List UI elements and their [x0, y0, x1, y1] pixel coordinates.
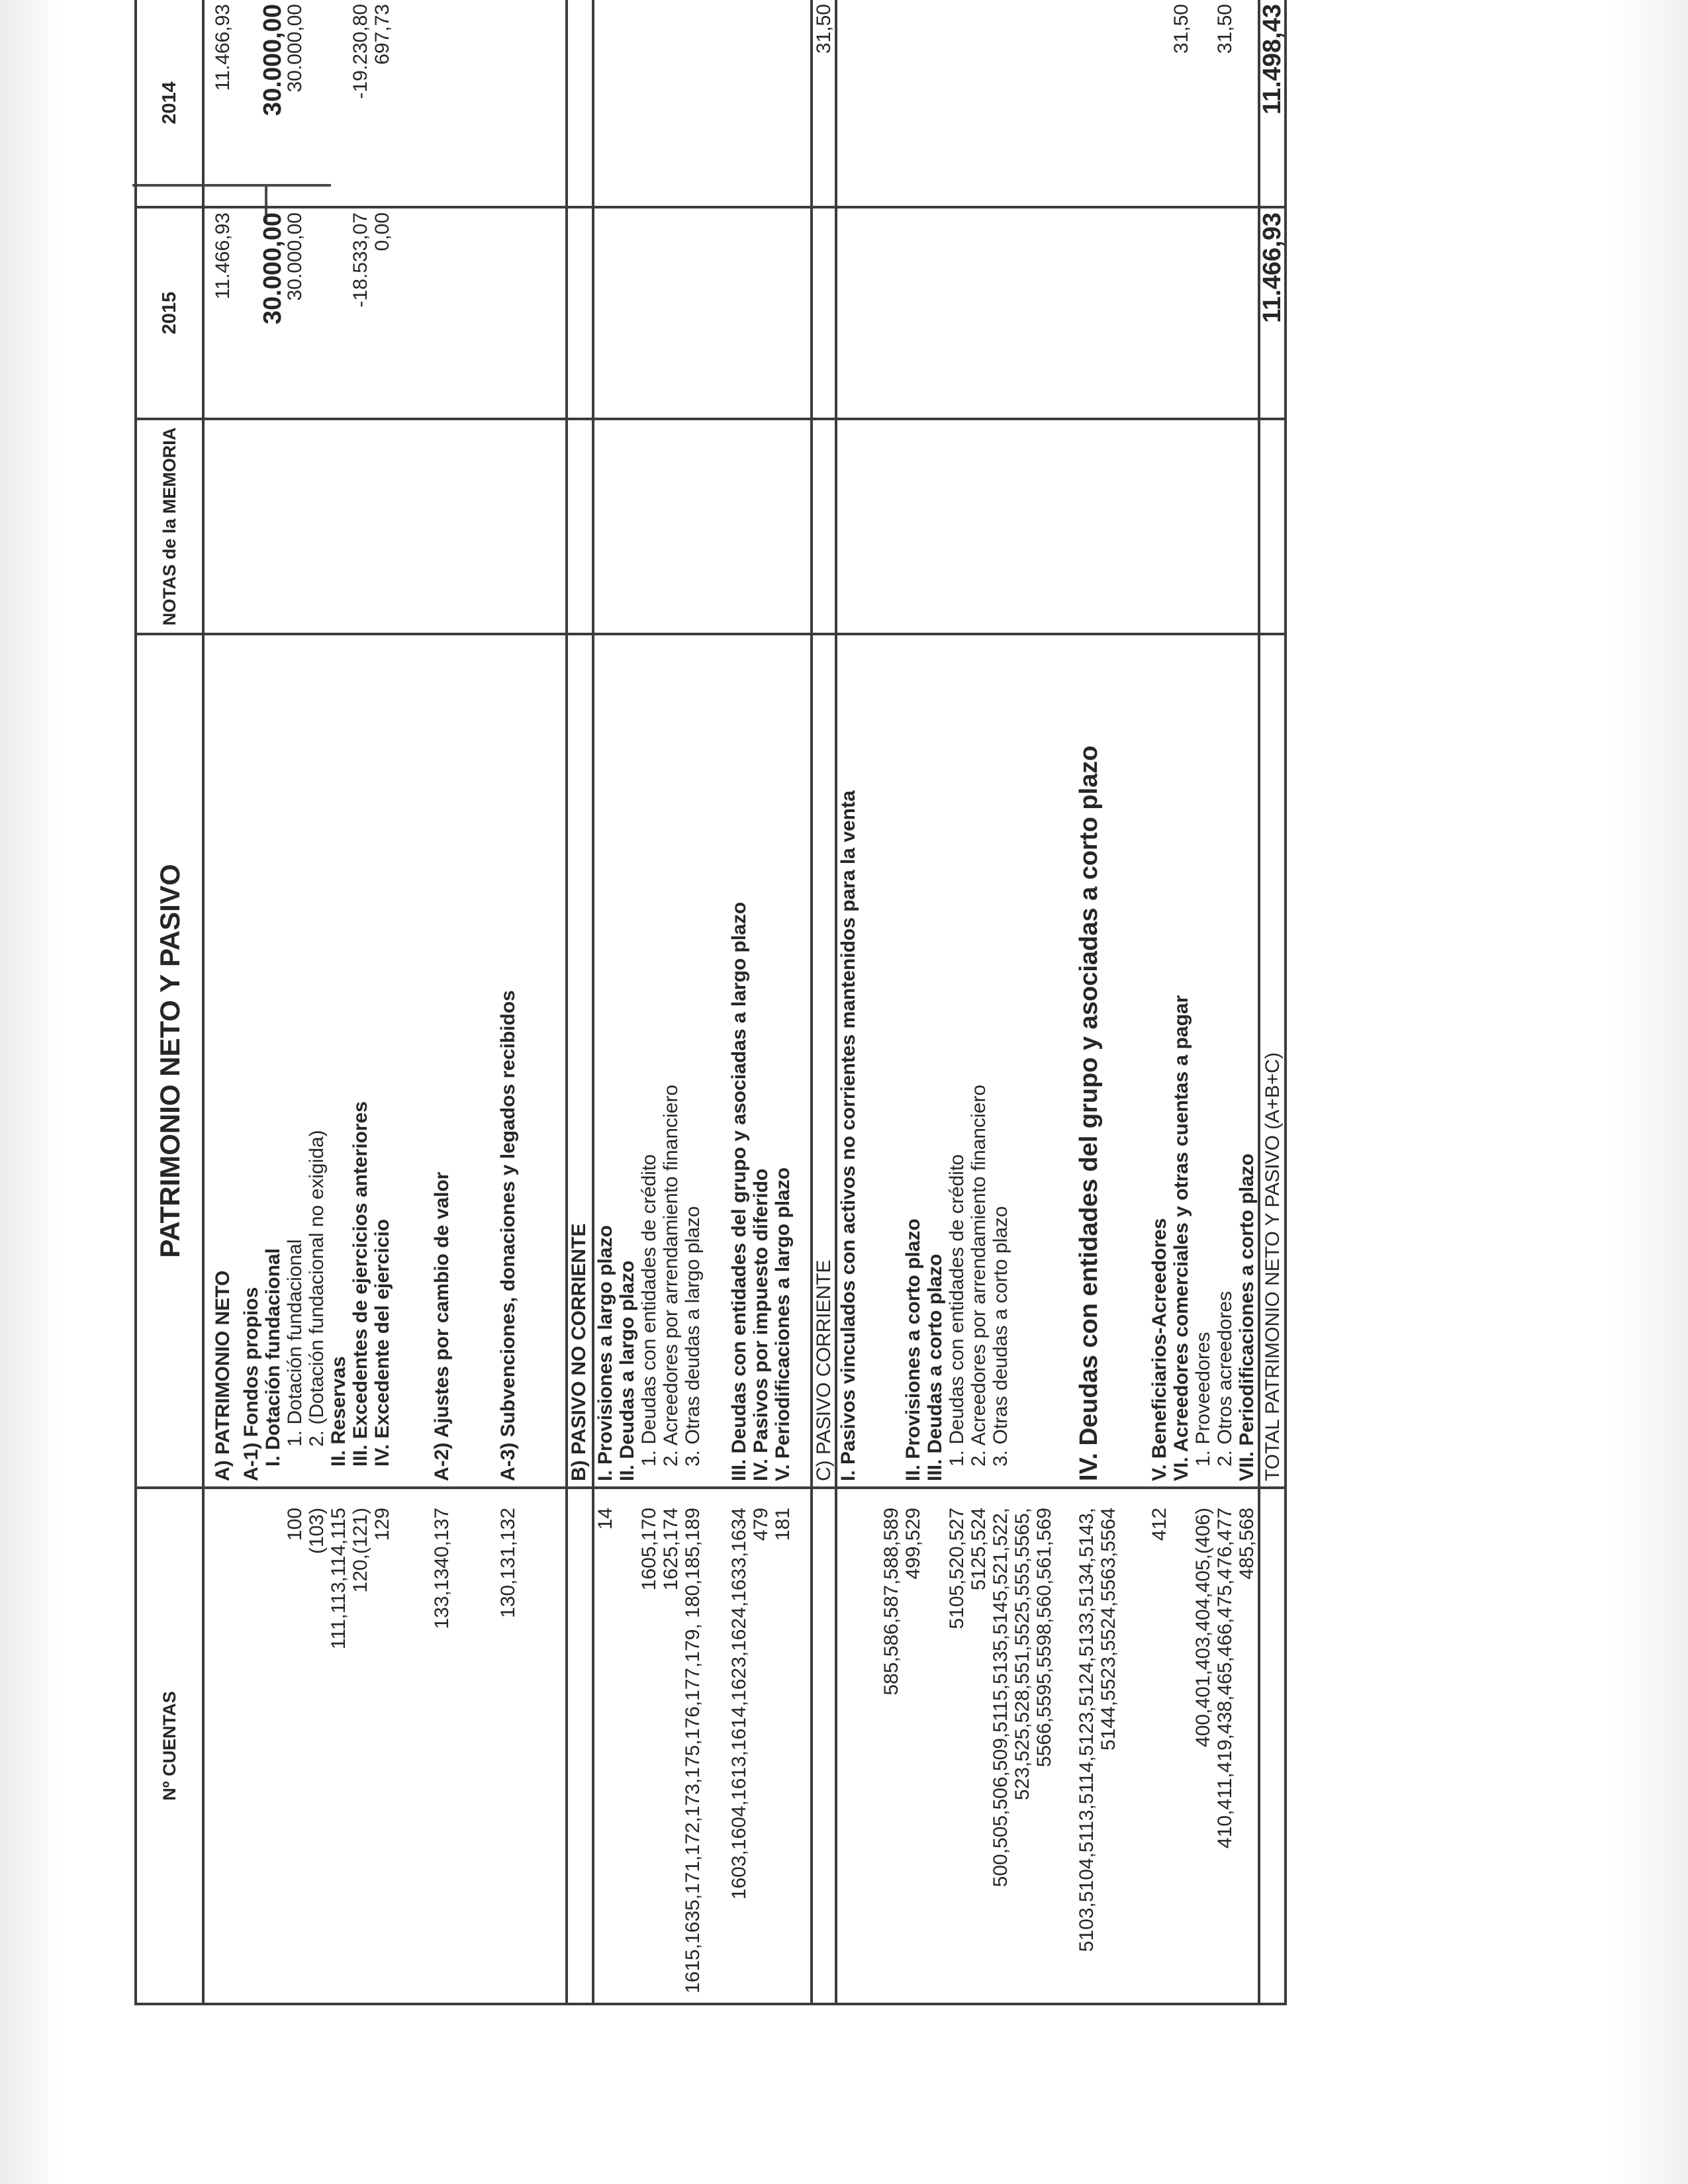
value-2014: [836, 0, 902, 207]
notes-cell: [350, 419, 371, 634]
notes-cell: [284, 419, 306, 634]
value-2015: [567, 207, 593, 419]
value-2015: [836, 207, 902, 419]
value-2015: [1149, 207, 1170, 419]
row-label: III. Excedentes de ejercicios anteriores: [350, 634, 371, 1488]
notes-cell: [1259, 419, 1286, 634]
notes-cell: [1076, 419, 1149, 634]
value-2015: [328, 207, 350, 419]
row-label: I. Provisiones a largo plazo: [593, 634, 616, 1488]
table-row: [350, 0, 371, 2004]
notes-cell: [990, 419, 1076, 634]
table-row: [772, 0, 812, 2004]
notes-cell: [968, 419, 990, 634]
accounts-cell: [240, 1488, 262, 2004]
notes-cell: [616, 419, 638, 634]
value-2015: [728, 207, 750, 419]
value-2015: [431, 207, 497, 419]
value-2015: [750, 207, 772, 419]
value-2015: [1214, 207, 1236, 419]
table-row: [593, 0, 616, 2004]
row-label: 1. Deudas con entidades de crédito: [638, 634, 660, 1488]
header-notes: NOTAS de la MEMORIA: [136, 419, 203, 634]
table-row: [497, 0, 567, 2004]
value-2015: [946, 207, 968, 419]
notes-cell: [946, 419, 968, 634]
notes-cell: [728, 419, 750, 634]
table-row: [567, 0, 593, 2004]
value-2015: [772, 207, 812, 419]
notes-cell: [1236, 419, 1259, 634]
notes-cell: [750, 419, 772, 634]
row-label: V. Periodificaciones a largo plazo: [772, 634, 812, 1488]
header-accounts: Nº CUENTAS: [136, 1488, 203, 2004]
header-concept: PATRIMONIO NETO Y PASIVO: [136, 634, 203, 1488]
accounts-cell: [567, 1488, 593, 2004]
row-label: V. Beneficiarios-Acreedores: [1149, 634, 1170, 1488]
table-row: [306, 0, 328, 2004]
value-2015: [616, 207, 638, 419]
row-label: A-2) Ajustes por cambio de valor: [431, 634, 497, 1488]
balance-sheet-table: [134, 0, 1611, 2005]
value-2014: [924, 0, 946, 207]
section-c-title: C) PASIVO CORRIENTE: [812, 634, 836, 1488]
notes-cell: [262, 419, 284, 634]
notes-cell: [772, 419, 812, 634]
value-2015: 30.000,00: [262, 207, 284, 419]
table-row: [682, 0, 728, 2004]
accounts-cell: [1170, 1488, 1192, 2004]
table-row: [1149, 0, 1170, 2004]
accounts-cell: 129: [371, 1488, 431, 2004]
balance-sheet-table-page: [134, 0, 1611, 2005]
accounts-cell: 133,1340,137: [431, 1488, 497, 2004]
value-2014: [1076, 0, 1149, 207]
table-row: [638, 0, 660, 2004]
value-2014: [306, 0, 328, 207]
accounts-cell: 130,131,132: [497, 1488, 567, 2004]
row-label: I. Dotación fundacional: [262, 634, 284, 1488]
value-2015: [968, 207, 990, 419]
value-2014: 31,50: [1214, 0, 1236, 207]
row-label: 2. Acreedores por arrendamiento financiero: [660, 634, 682, 1488]
accounts-cell: [812, 1488, 836, 2004]
table-row: [924, 0, 946, 2004]
total-label: TOTAL PATRIMONIO NETO Y PASIVO (A+B+C): [1259, 634, 1286, 1488]
scan-left-edge: [0, 0, 60, 2184]
table-row: [902, 0, 924, 2004]
row-label: I. Pasivos vinculados con activos no corrientes mantenidos para la venta: [836, 634, 902, 1488]
notes-cell: [638, 419, 660, 634]
notes-cell: [593, 419, 616, 634]
value-2014: [1236, 0, 1259, 207]
notes-cell: [1192, 419, 1214, 634]
notes-cell: [682, 419, 728, 634]
value-2014: [902, 0, 924, 207]
row-label: 1. Deudas con entidades de crédito: [946, 634, 968, 1488]
table-filler-row: [1286, 0, 1611, 2004]
value-2014: [946, 0, 968, 207]
notes-cell: [567, 419, 593, 634]
value-2014: [968, 0, 990, 207]
accounts-cell: [262, 1488, 284, 2004]
accounts-cell: [924, 1488, 946, 2004]
accounts-cell: 585,586,587,588,589: [836, 1488, 902, 2004]
value-2014: 31,50: [812, 0, 836, 207]
value-2014: 30.000,00: [262, 0, 284, 207]
accounts-cell: 1605,170: [638, 1488, 660, 2004]
table-row: [946, 0, 968, 2004]
accounts-cell: 1625,174: [660, 1488, 682, 2004]
row-label: IV. Deudas con entidades del grupo y asociadas a corto plazo: [1076, 634, 1149, 1488]
table-row: [750, 0, 772, 2004]
accounts-cell: 1603,1604,1613,1614,1623,1624,1633,1634: [728, 1488, 750, 2004]
notes-cell: [902, 419, 924, 634]
value-2014: [431, 0, 497, 207]
total-2015: 11.466,93: [1259, 207, 1286, 419]
notes-cell: [497, 419, 567, 634]
accounts-cell: 412: [1149, 1488, 1170, 2004]
value-2014: 697,73: [371, 0, 431, 207]
row-label: II. Provisiones a corto plazo: [902, 634, 924, 1488]
value-2014: [772, 0, 812, 207]
row-label: III. Deudas a corto plazo: [924, 634, 946, 1488]
notes-cell: [1149, 419, 1170, 634]
table-row: [812, 0, 836, 2004]
value-2014: [638, 0, 660, 207]
row-label: A-3) Subvenciones, donaciones y legados recibidos: [497, 634, 567, 1488]
table-row: [968, 0, 990, 2004]
accounts-cell: [203, 1488, 240, 2004]
row-label: 3. Otras deudas a largo plazo: [682, 634, 728, 1488]
table-row: [836, 0, 902, 2004]
notes-cell: [371, 419, 431, 634]
accounts-cell: 500,505,506,509,5115,5135,5145,521,522, 523,525,528,551,5525,555,5565, 5566,5595,5598,560,561,569: [990, 1488, 1076, 2004]
table-row: [328, 0, 350, 2004]
accounts-cell: 120,(121): [350, 1488, 371, 2004]
notes-cell: [203, 419, 240, 634]
row-label: 3. Otras deudas a corto plazo: [990, 634, 1076, 1488]
row-label: 2. Otros acreedores: [1214, 634, 1236, 1488]
accounts-cell: 181: [772, 1488, 812, 2004]
accounts-cell: 5125,524: [968, 1488, 990, 2004]
row-label: IV. Excedente del ejercicio: [371, 634, 431, 1488]
value-2015: [306, 207, 328, 419]
value-2015: 30.000,00: [284, 207, 306, 419]
accounts-cell: [616, 1488, 638, 2004]
row-label: 1. Proveedores: [1192, 634, 1214, 1488]
value-2015: [924, 207, 946, 419]
value-2014: [567, 0, 593, 207]
row-label: III. Deudas con entidades del grupo y asociadas a largo plazo: [728, 634, 750, 1488]
value-2015: [497, 207, 567, 419]
table-row: [1192, 0, 1214, 2004]
section-a-title: A) PATRIMONIO NETO: [203, 634, 240, 1488]
table-row: [728, 0, 750, 2004]
value-2015: [593, 207, 616, 419]
value-2015: [1170, 207, 1192, 419]
notes-cell: [1214, 419, 1236, 634]
value-2015: -18.533,07: [350, 207, 371, 419]
value-2015: [902, 207, 924, 419]
notes-cell: [660, 419, 682, 634]
table-row: [616, 0, 638, 2004]
table-row: [1236, 0, 1259, 2004]
header-year-2015: 2015: [136, 207, 203, 419]
accounts-cell: 5105,520,527: [946, 1488, 968, 2004]
notes-cell: [1170, 419, 1192, 634]
notes-cell: [812, 419, 836, 634]
accounts-cell: 499,529: [902, 1488, 924, 2004]
value-2014: [1149, 0, 1170, 207]
value-2014: [728, 0, 750, 207]
value-2015: [812, 207, 836, 419]
row-label: VII. Periodificaciones a corto plazo: [1236, 634, 1259, 1488]
value-2015: [1192, 207, 1214, 419]
table-row: [203, 0, 240, 2004]
value-2014: [593, 0, 616, 207]
table-row: [660, 0, 682, 2004]
total-row: [1259, 0, 1286, 2004]
value-2015: [682, 207, 728, 419]
accounts-cell: 400,401,403,404,405,(406): [1192, 1488, 1214, 2004]
value-2014: [682, 0, 728, 207]
notes-cell: [924, 419, 946, 634]
row-label: 2. (Dotación fundacional no exigida): [306, 634, 328, 1488]
row-label: 2. Acreedores por arrendamiento financiero: [968, 634, 990, 1488]
table-row: [371, 0, 431, 2004]
value-2014: [660, 0, 682, 207]
table-row: [284, 0, 306, 2004]
notes-cell: [240, 419, 262, 634]
notes-cell: [836, 419, 902, 634]
value-2015: 0,00: [371, 207, 431, 419]
value-2014: [497, 0, 567, 207]
value-2015: 11.466,93: [203, 207, 240, 419]
value-2014: [1192, 0, 1214, 207]
value-2015: [660, 207, 682, 419]
table-row: [990, 0, 1076, 2004]
row-label: VI. Acreedores comerciales y otras cuentas a pagar: [1170, 634, 1192, 1488]
scan-right-edge: [1609, 0, 1688, 2184]
table-row: [431, 0, 497, 2004]
value-2014: 31,50: [1170, 0, 1192, 207]
accounts-cell: 14: [593, 1488, 616, 2004]
table-row: [1076, 0, 1149, 2004]
accounts-cell: [1259, 1488, 1286, 2004]
table-row: [262, 0, 284, 2004]
table-row: [1214, 0, 1236, 2004]
accounts-cell: 485,568: [1236, 1488, 1259, 2004]
row-label: IV. Pasivos por impuesto diferido: [750, 634, 772, 1488]
table-row: [1170, 0, 1192, 2004]
row-label: II. Deudas a largo plazo: [616, 634, 638, 1488]
value-2014: 30.000,00: [284, 0, 306, 207]
table-header-row: [136, 0, 203, 2004]
value-2014: 11.466,93: [203, 0, 240, 207]
notes-cell: [306, 419, 328, 634]
value-2014: [990, 0, 1076, 207]
row-label: 1. Dotación fundacional: [284, 634, 306, 1488]
accounts-cell: 5103,5104,5113,5114,5123,5124,5133,5134,5143, 5144,5523,5524,5563,5564: [1076, 1488, 1149, 2004]
section-b-title: B) PASIVO NO CORRIENTE: [567, 634, 593, 1488]
value-2014: -19.230,80: [350, 0, 371, 207]
value-2014: [750, 0, 772, 207]
notes-cell: [328, 419, 350, 634]
accounts-cell: 100: [284, 1488, 306, 2004]
accounts-cell: 479: [750, 1488, 772, 2004]
row-label: II. Reservas: [328, 634, 350, 1488]
value-2015: [990, 207, 1076, 419]
value-2014: [328, 0, 350, 207]
notes-cell: [431, 419, 497, 634]
accounts-cell: (103): [306, 1488, 328, 2004]
accounts-cell: 111,113,114,115: [328, 1488, 350, 2004]
value-2015: [1076, 207, 1149, 419]
total-2014: 11.498,43: [1259, 0, 1286, 207]
accounts-cell: 410,411,419,438,465,466,475,476,477: [1214, 1488, 1236, 2004]
value-2015: [638, 207, 660, 419]
value-2014: [616, 0, 638, 207]
header-year-2014: 2014: [136, 0, 203, 207]
value-2015: [1236, 207, 1259, 419]
accounts-cell: 1615,1635,171,172,173,175,176,177,179, 180,185,189: [682, 1488, 728, 2004]
row-label: A-1) Fondos propios: [240, 634, 262, 1488]
